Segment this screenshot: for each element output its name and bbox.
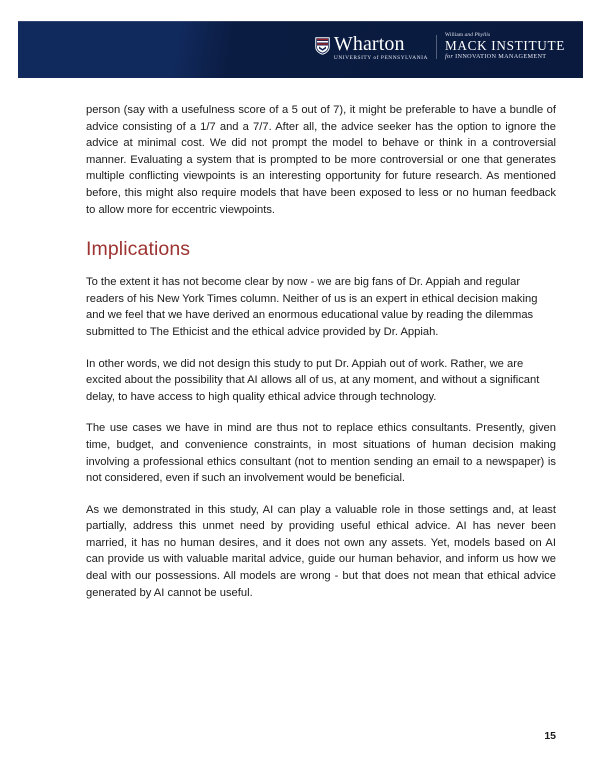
section-heading-implications: Implications bbox=[86, 238, 191, 261]
document-body bbox=[86, 102, 556, 601]
paragraph-not-out-of-work: In other words, we did not design this study to put Dr. Appiah out of work. Rather, we are excited about the possibility that AI allows all of us, at any moment, and without a significant delay, to have access to high quality ethical advice through technology. bbox=[86, 357, 540, 403]
mack-institute-logo bbox=[445, 32, 565, 61]
wharton-logo bbox=[315, 32, 428, 61]
logo-divider bbox=[436, 35, 437, 59]
mack-institute-tagline: for INNOVATION MANAGEMENT bbox=[444, 53, 547, 61]
paragraph-continued: person (say with a usefulness score of a 5 out of 7), it might be preferable to have a bundle of advice consisting of a 1/7 and a 7/7. After all, the advice seeker has the option to ignore the advice at minimal cost. We did not prompt the model to behave or think in a controversial manner. Evaluating a system that is prompted to be more controversial or one that generates multiple conflicting viewpoints is an interesting opportunity for future research. As mentioned before, this might also require models that have been exposed to less or no human feedback to allow more for eccentric viewpoints. bbox=[86, 104, 556, 216]
wharton-name: Wharton bbox=[333, 33, 405, 55]
wharton-tagline: UNIVERSITY of PENNSYLVANIA bbox=[333, 55, 428, 61]
paragraph-use-cases: The use cases we have in mind are thus not to replace ethics consultants. Presently, given time, budget, and convenience constraints, in most situations of human decision making involving a professional ethics consultant (not to mention sending an email to a newspaper) is not considered, even if such an involvement would be beneficial. bbox=[86, 422, 556, 485]
page-header-band bbox=[18, 21, 583, 78]
page-number: 15 bbox=[544, 730, 556, 742]
paragraph-conclusion: As we demonstrated in this study, AI can play a valuable role in those settings and, at least partially, address this unmet need by providing useful ethical advice. AI has never been married, it has no human desires, and it does not own any assets. Yet, models based on AI can provide us with valuable marital advice, guide our human behavior, and inform us how we deal with our possessions. All models are wrong - but that does not mean that ethical advice generated by AI cannot be useful. bbox=[86, 503, 556, 599]
paragraph-appiah-fans: To the extent it has not become clear by now - we are big fans of Dr. Appiah and regular readers of his New York Times column. Neither of us is an expert in ethical decision making and we feel that we have derived an enormous educational value by reading the dilemmas submitted to The Ethicist and the ethical advice provided by Dr. Appiah. bbox=[86, 276, 538, 338]
penn-shield-icon bbox=[315, 37, 330, 55]
brand-lockup bbox=[315, 32, 565, 61]
mack-donor-line: William and Phyllis bbox=[444, 32, 491, 38]
wharton-wordmark bbox=[334, 34, 428, 61]
mack-institute-name: MACK INSTITUTE bbox=[444, 38, 565, 54]
